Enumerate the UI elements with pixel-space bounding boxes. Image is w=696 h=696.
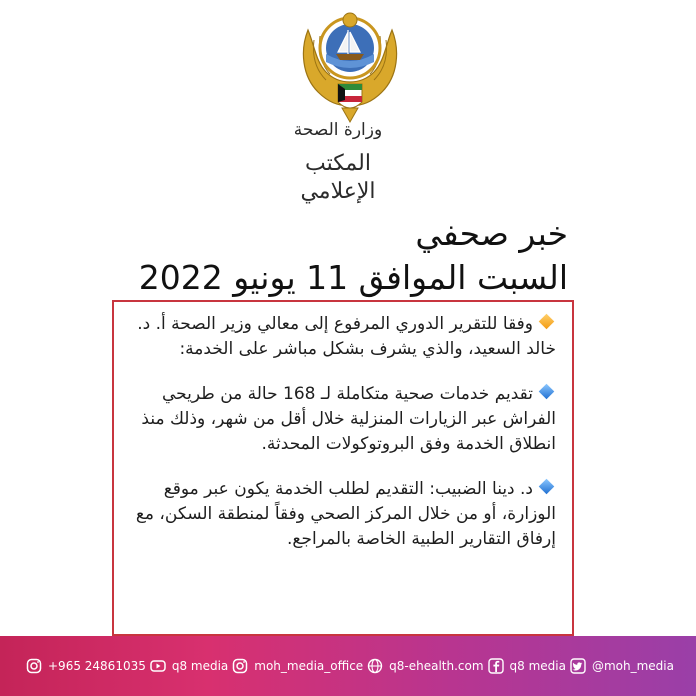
footer-text: q8 media xyxy=(509,659,566,673)
paragraph-text: د. دينا الضبيب: التقديم لطلب الخدمة يكون عبر موقع الوزارة، أو من خلال المركز الصحي وفقاً لمنطقة السكن، مع إرفاق التقارير الطبية الخاصة بالمراجع. xyxy=(135,479,556,549)
footer-instagram[interactable] xyxy=(232,658,363,674)
paragraph-text: تقديم خدمات صحية متكاملة لـ 168 حالة من طريحي الفراش عبر الزيارات المنزلية خلال أقل من شهر، وذلك منذ انطلاق الخدمة وفق البروتوكولات المحدثة. xyxy=(141,384,556,454)
news-paragraph xyxy=(128,382,556,457)
news-content-box xyxy=(112,300,574,636)
footer-twitter[interactable] xyxy=(570,658,674,674)
footer-phone[interactable] xyxy=(26,658,146,674)
globe-icon xyxy=(367,658,383,674)
footer-text: q8 media xyxy=(171,659,229,673)
kuwait-emblem-logo xyxy=(298,10,402,128)
blue-diamond-icon xyxy=(539,384,555,400)
news-paragraph xyxy=(128,312,556,362)
facebook-icon xyxy=(488,658,504,674)
press-release-date: السبت الموافق 11 يونيو 2022 xyxy=(138,258,568,297)
instagram-icon xyxy=(26,658,42,674)
footer-text: +965 24861035 xyxy=(48,659,146,673)
footer-website[interactable] xyxy=(367,658,483,674)
orange-diamond-icon xyxy=(539,314,555,330)
social-footer xyxy=(0,636,696,696)
blue-diamond-icon xyxy=(539,479,555,495)
footer-text: q8-ehealth.com xyxy=(389,659,484,673)
footer-text: moh_media_office xyxy=(254,659,364,673)
press-release-title: خبر صحفي xyxy=(415,214,568,253)
footer-text: @moh_media xyxy=(591,659,674,673)
footer-facebook[interactable] xyxy=(488,658,566,674)
twitter-icon xyxy=(570,658,586,674)
news-paragraph xyxy=(128,477,556,552)
media-office-name: المكتب الإعلامي xyxy=(300,151,376,204)
youtube-icon xyxy=(150,658,166,674)
paragraph-text: وفقا للتقرير الدوري المرفوع إلى معالي وزير الصحة أ. د. خالد السعيد، والذي يشرف بشكل مباشر على الخدمة: xyxy=(137,314,556,359)
ministry-name: وزارة الصحة xyxy=(293,120,383,140)
instagram-icon xyxy=(232,658,248,674)
footer-youtube[interactable] xyxy=(150,658,228,674)
